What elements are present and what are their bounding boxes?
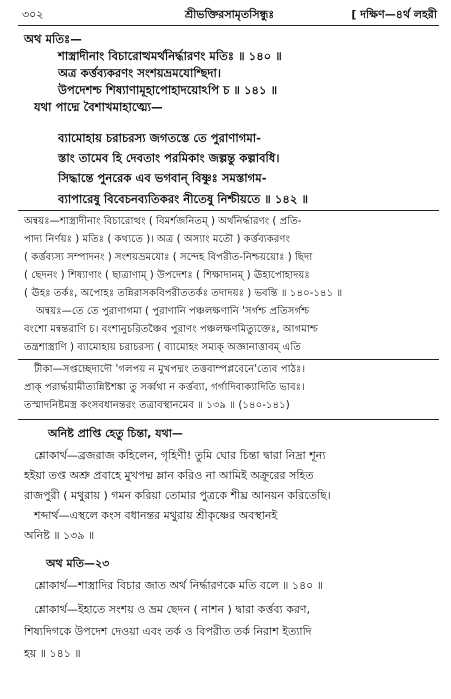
- commentary-line: অন্বয়ঃ—তে তে পুরাণাগমা ( পুরাণানি পঞ্চলক্ষণানি 'সর্গশ্চ প্রতিসর্গশ্চ: [36, 306, 310, 317]
- section-rule: [18, 419, 439, 420]
- translation-line: শ্লোকার্থ—শাস্ত্রাদির বিচার জাত অর্থ নির্দ্ধারণকে মতি বলে ॥ ১৪০ ॥: [34, 579, 324, 592]
- page-number: ৩০২: [22, 8, 44, 21]
- verse-line: উপদেশশ্চ শিষ্যাণামূহাপোহাদয়োঽপি চ ॥ ১৪১ ॥: [58, 83, 278, 97]
- verse-line: অথ মতিঃ—: [24, 32, 82, 46]
- tika-line: তস্মাদনিষ্টমস্ত্র কংসবধানন্তরং তত্রাবস্থানমেব ॥ ১৩৯ ॥ (১৪০-১৪১): [24, 400, 290, 411]
- verse-line: অত্র কর্ত্তব্যকরণং সংশয়ভ্রমযোশ্ছিদা।: [58, 66, 221, 80]
- commentary-line: তন্ত্রশাস্ত্রাণি ) ব্যামোহায় চরাচরস্য ( ব্যামোহং সম্যক্ অজ্ঞানাত্তাবম্ এতি: [24, 342, 301, 353]
- verse-line: ব্যাপারেষু বিবেচনব্যতিকরং নীতেষু নিশ্চীয়তে ॥ ১৪২ ॥: [58, 192, 309, 206]
- running-header: [22, 6, 437, 24]
- section-rule: [18, 359, 439, 360]
- commentary-line: বংশো মন্বন্তরাণি চ। বংশানুচরিতঞ্চৈব পুরাণং পঞ্চলক্ষণমিত্যুক্তেঃ, আগমাশ্চ: [24, 324, 318, 335]
- commentary-line: ( কর্ত্তব্যস্য সম্পাদনং ) সংশয়ভ্রমযোঃ ( সন্দেহ বিপরীত-নিশ্চয়য়োঃ ) ছিদা: [24, 252, 313, 263]
- verse-line: শাস্ত্রাদীনাং বিচারোত্থমর্থনির্দ্ধারণং মতিঃ ॥ ১৪০ ॥: [58, 49, 282, 63]
- translation-line: হইয়া তপ্ত অশ্রু প্রবাহে মুখপদ্ম ম্লান করিও না আমিই অক্রূরের সহিত: [24, 469, 314, 482]
- verse-line: ব্যামোহায় চরাচরস্য জগতস্তে তে পুরাণাগমা-: [58, 131, 261, 145]
- verse-line: সিদ্ধান্তে পুনরেক এব ভগবান্ বিষ্ণুঃ সমস্তাগম-: [58, 171, 267, 185]
- translation-line: শিষ্যদিগকে উপদেশ দেওয়া এবং তর্ক ও বিপরীত তর্ক নিরাশ ইত্যাদি: [24, 625, 312, 638]
- tika-line: প্রাক্ পরার্দ্ধয়ামীত্যন্নিষ্টশঙ্কা তু সর্ব্বথা ন কর্ত্তব্যা, গর্গাদিবাক্যাদিতি ভাবঃ।: [24, 382, 305, 393]
- verse-line: যথা পাদ্মে বৈশাখমাহাত্ম্যে—: [34, 100, 163, 114]
- commentary-line: অন্বয়ঃ—শাস্ত্রাদীনাং বিচারোত্থং ( বিমর্শজনিতম্ ) অর্থনির্দ্ধারণং ( প্রতি-: [24, 216, 302, 227]
- translation-line: হয় ॥ ১৪১ ॥: [24, 647, 81, 660]
- verse-line: স্তাং তামেব হি দেবতাং পরমিকাং জল্পন্তু কল্পাবধি।: [58, 151, 280, 165]
- translation-line: শ্লোকার্থ—ব্রজরাজ কহিলেন, গৃহিণী! তুমি ঘোর চিন্তা দ্বারা নিদ্রা শূন্য: [34, 449, 326, 462]
- translation-line: শব্দার্থ—এস্থলে কংস বধানন্তর মথুরায় শ্রীকৃষ্ণের অবস্থানই: [34, 509, 278, 522]
- section-rule: [18, 210, 439, 211]
- book-title: শ্রীভক্তিরসামৃতসিন্ধুঃ: [184, 8, 275, 21]
- section-heading: অনিষ্ট প্রাপ্তি হেতু চিন্তা, যথা—: [48, 427, 183, 440]
- translation-line: শ্লোকার্থ—ইহাতে সংশয় ও ভ্রম ছেদন ( নাশন ) দ্বারা কর্ত্তব্য করণ,: [34, 603, 311, 616]
- commentary-line: পাদ্য নির্ণয়ঃ ) মতিঃ ( কথ্যতে )। অত্র ( অস্যাং মতৌ ) কর্ত্তব্যকরণং: [24, 234, 290, 245]
- translation-line: অনিষ্ট ॥ ১৩৯ ॥: [24, 529, 95, 542]
- section-heading: অথ মতি—২৩: [46, 557, 110, 570]
- commentary-line: ( ঊহঃ তর্কঃ, অপোহঃ তন্নিরাসকবিপরীততর্কঃ তদাদয়ঃ ) ভবন্তি ॥ ১৪০-১৪১ ॥: [24, 288, 343, 299]
- header-rule: [18, 25, 439, 26]
- tika-line: টীকা—সপ্তচ্ছেদাদৌ 'গলপয় ন মুখপদ্মং তত্তবাম্পপ্লবেনে'ত্যেব পাঠঃ।: [34, 364, 306, 375]
- section-label: [ দক্ষিণ—৪র্থ লহরী: [351, 8, 437, 21]
- commentary-line: ( ছেদনং ) শিষ্যাণাং ( ছাত্রাণাম্ ) উপদেশঃ ( শিক্ষাদানম্ ) ঊহাপোহাদয়ঃ: [24, 270, 310, 281]
- translation-line: রাজপুরী ( মথুরায় ) গমন করিয়া তোমার পুত্রকে শীঘ্র আনয়ন করিতেছি।: [24, 489, 331, 502]
